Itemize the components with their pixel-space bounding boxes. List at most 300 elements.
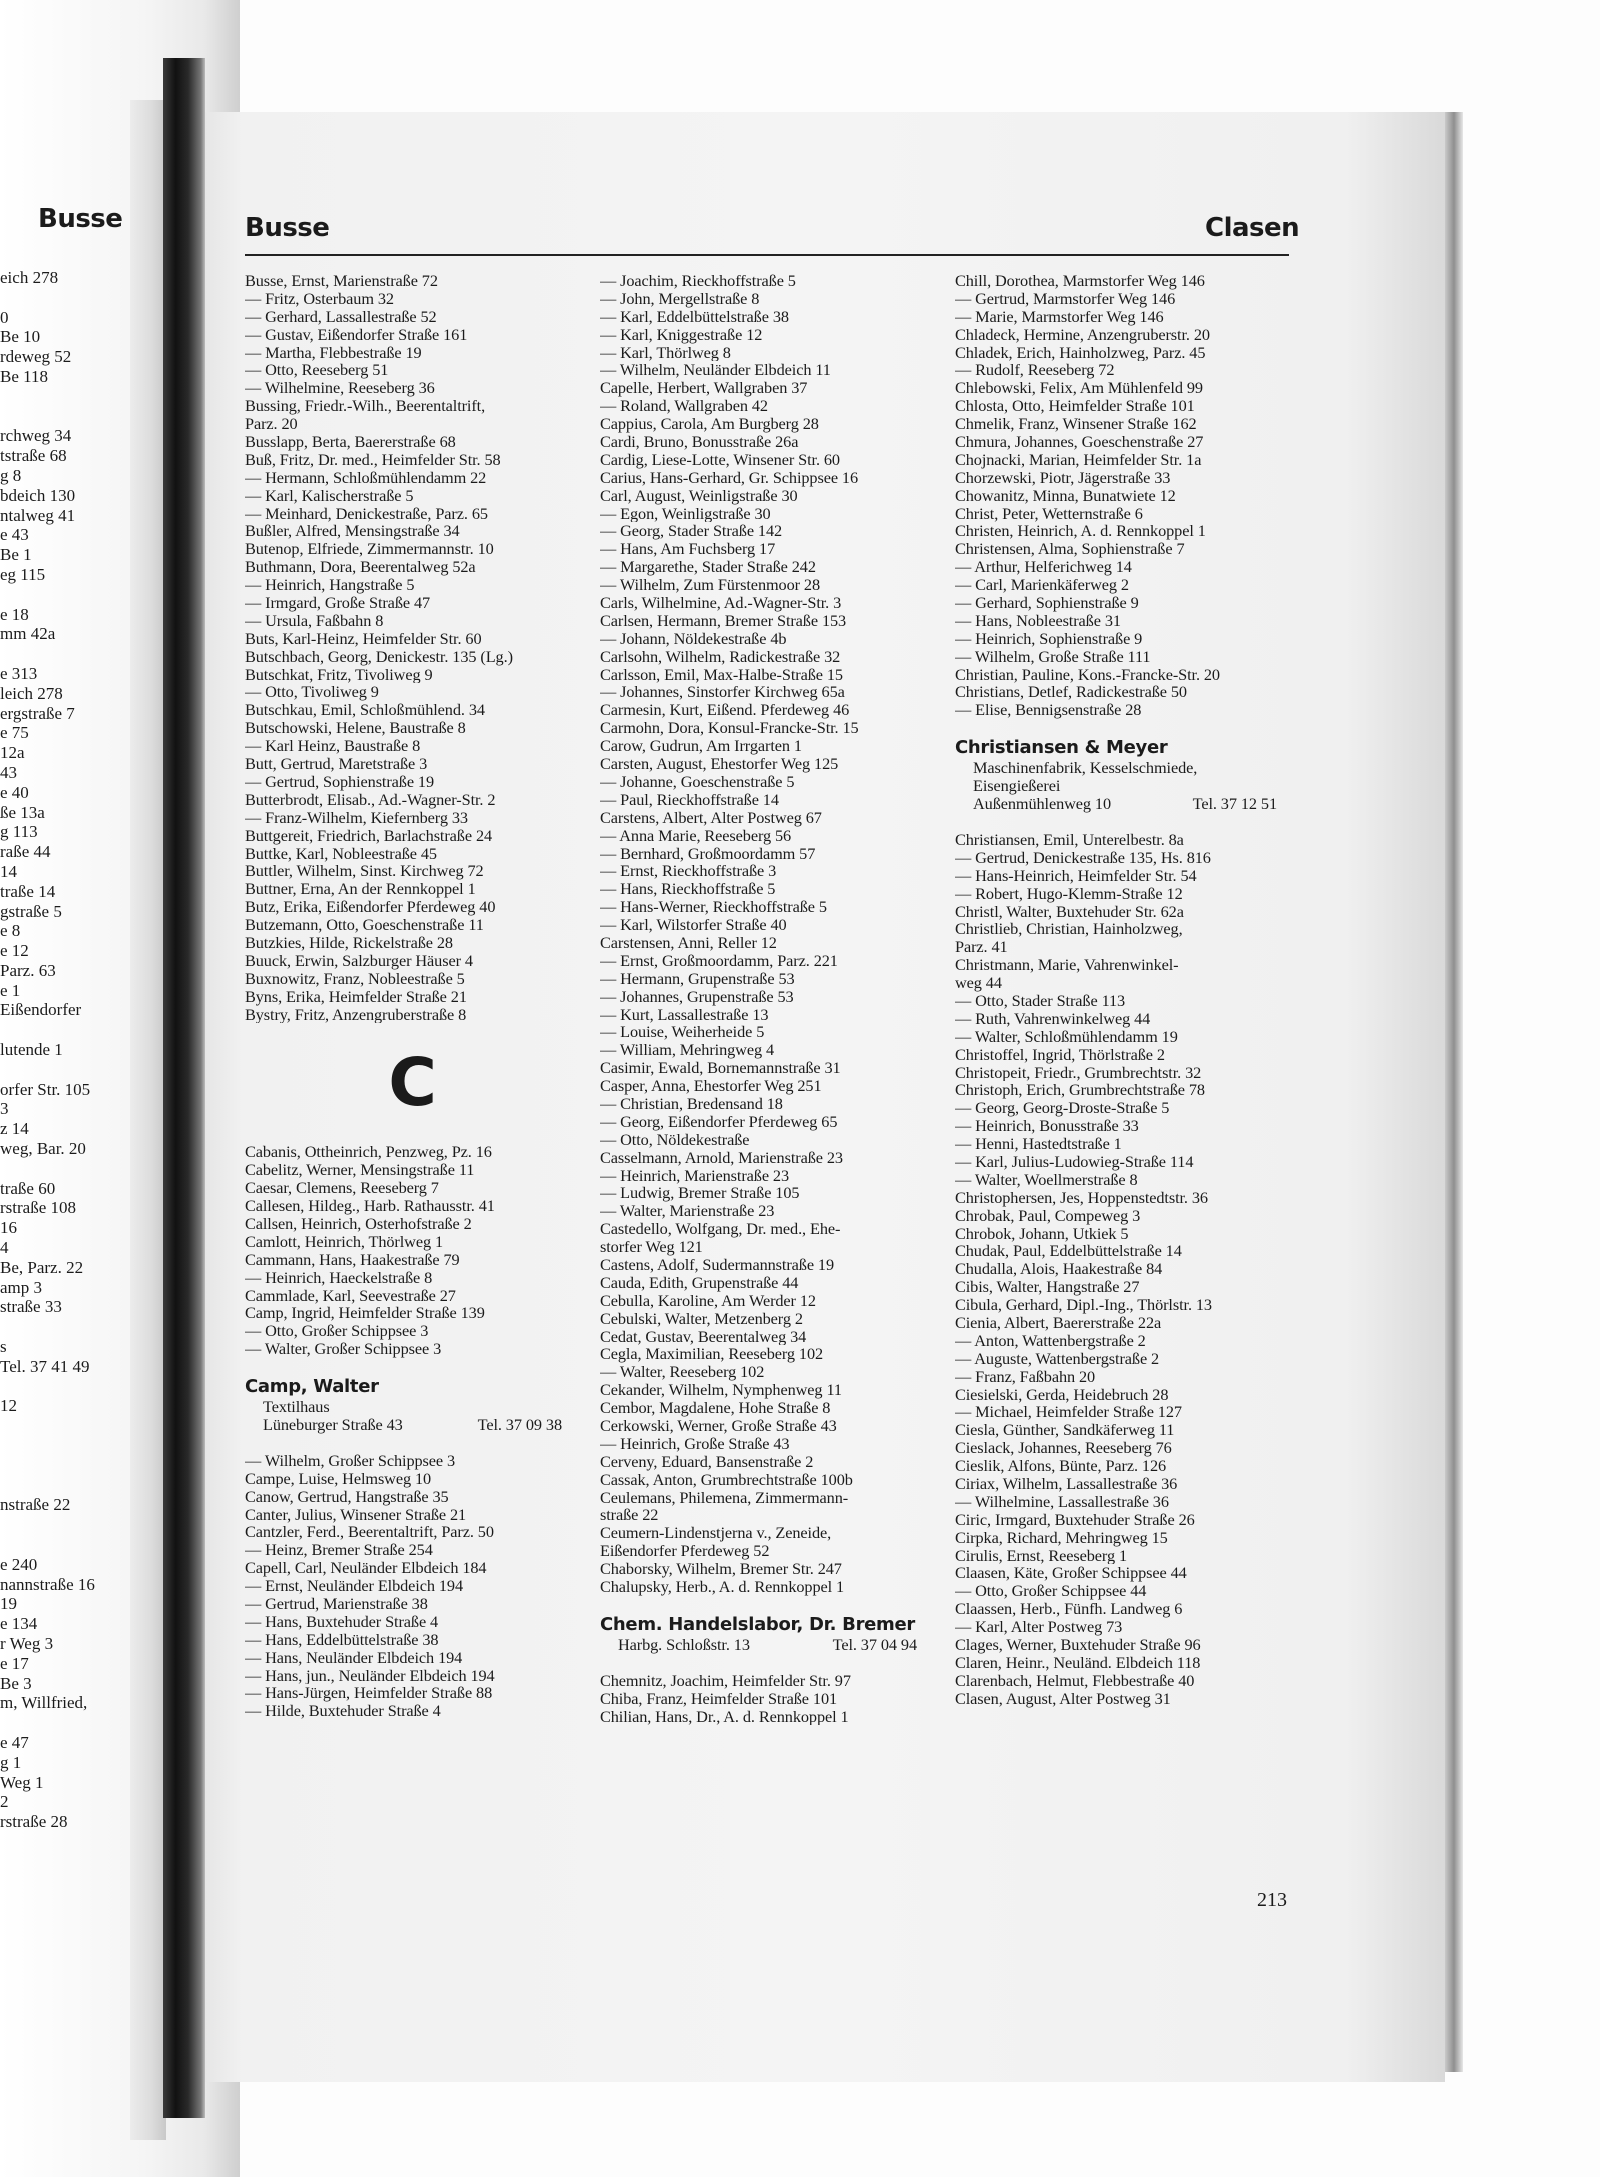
directory-entry: Butz, Erika, Eißendorfer Pferdeweg 40	[245, 898, 496, 917]
directory-entry: Chalupsky, Herb., A. d. Rennkoppel 1	[600, 1578, 845, 1596]
directory-entry: Buttke, Karl, Nobleestraße 45	[245, 844, 437, 863]
directory-entry: — Georg, Eißendorfer Pferdeweg 65	[600, 1112, 838, 1131]
directory-entry: — Henni, Hastedtstraße 1	[955, 1135, 1122, 1153]
directory-entry: Carlsohn, Wilhelm, Radickestraße 32	[600, 647, 841, 666]
left-page-line: Tel. 37 41 49	[0, 1356, 90, 1376]
directory-entry: — Carl, Marienkäferweg 2	[955, 576, 1129, 595]
directory-entry: — Paul, Rieckhoffstraße 14	[600, 790, 779, 809]
left-page-header: Busse	[38, 204, 123, 234]
directory-entry: — Wilhelm, Zum Fürstenmoor 28	[600, 576, 820, 595]
left-page-line	[0, 1060, 130, 1080]
directory-entry: Cardig, Liese-Lotte, Winsener Str. 60	[600, 450, 840, 469]
left-page-line: e 47	[0, 1732, 29, 1752]
directory-entry: Cembor, Magdalene, Hohe Straße 8	[600, 1399, 831, 1417]
directory-entry: — Johanne, Goeschenstraße 5	[600, 772, 795, 791]
directory-entry: — Heinrich, Sophienstraße 9	[955, 629, 1143, 648]
directory-entry: — Karl, Kalischerstraße 5	[245, 486, 414, 505]
directory-entry: Cebulski, Walter, Metzenberg 2	[600, 1309, 803, 1328]
left-page-line: tstraße 68	[0, 446, 67, 466]
advert-name: Chem. Handelslabor, Dr. Bremer	[600, 1613, 916, 1635]
directory-entry: — Karl, Eddelbüttelstraße 38	[600, 307, 789, 326]
left-page-line: e 18	[0, 604, 29, 624]
left-page-line: e 17	[0, 1653, 29, 1673]
directory-entry: — Walter, Marienstraße 23	[600, 1202, 775, 1221]
directory-entry: — Wilhelm, Große Straße 111	[955, 647, 1151, 666]
directory-entry: Cerkowski, Werner, Große Straße 43	[600, 1417, 837, 1435]
directory-entry: — Auguste, Wattenbergstraße 2	[955, 1349, 1160, 1368]
left-page-line: traße 14	[0, 881, 56, 901]
directory-entry: Cappius, Carola, Am Burgberg 28	[600, 415, 819, 434]
directory-entry: — Hans-Heinrich, Heimfelder Str. 54	[955, 866, 1197, 885]
directory-entry: Cauda, Edith, Grupenstraße 44	[600, 1273, 799, 1292]
directory-entry: Christmann, Marie, Vahrenwinkel-	[955, 956, 1179, 975]
directory-entry: Campe, Luise, Helmsweg 10	[245, 1469, 432, 1488]
advert-chem-handelslabor	[600, 1614, 935, 1654]
directory-entry: Bystry, Fritz, Anzengruberstraße 8	[245, 1005, 467, 1024]
directory-entry: — Hans-Jürgen, Heimfelder Straße 88	[245, 1684, 493, 1703]
left-page-line: rchweg 34	[0, 426, 72, 446]
directory-entry: — Fritz, Osterbaum 32	[245, 289, 394, 308]
directory-entry: — Christian, Bredensand 18	[600, 1094, 783, 1113]
directory-entry: — Otto, Tivoliweg 9	[245, 683, 379, 702]
column-2	[600, 272, 935, 1725]
directory-entry: Castedello, Wolfgang, Dr. med., Ehe-	[600, 1220, 841, 1239]
left-page-line: s	[0, 1337, 7, 1357]
directory-entry: Camp, Ingrid, Heimfelder Straße 139	[245, 1304, 485, 1323]
advert-phone: Tel. 37 09 38	[477, 1414, 562, 1434]
directory-entry: — Karl, Julius-Ludowieg-Straße 114	[955, 1152, 1194, 1171]
directory-entry: Claassen, Herb., Fünfh. Landweg 6	[955, 1600, 1183, 1619]
directory-entry: Buxnowitz, Franz, Nobleestraße 5	[245, 969, 465, 988]
left-page-line: Eißendorfer	[0, 1000, 82, 1020]
directory-entry: — Walter, Schloßmühlendamm 19	[955, 1027, 1178, 1046]
directory-entry: Carlsen, Hermann, Bremer Straße 153	[600, 611, 847, 630]
advert-line: Eisengießerei	[973, 776, 1061, 796]
left-page-line	[0, 644, 130, 664]
left-page-line: e 313	[0, 663, 38, 683]
directory-entry: Butschkat, Fritz, Tivoliweg 9	[245, 665, 433, 684]
directory-entry: Chladeck, Hermine, Anzengruberstr. 20	[955, 325, 1210, 344]
column-1	[245, 272, 580, 1720]
directory-entry: — Karl, Alter Postweg 73	[955, 1618, 1123, 1637]
book-gutter	[163, 58, 205, 2118]
left-page-line: raße 44	[0, 842, 51, 862]
directory-entry: Butenop, Elfriede, Zimmermannstr. 10	[245, 540, 494, 559]
entries-capell-chalupsky	[600, 272, 935, 1596]
spacer	[245, 1358, 580, 1376]
directory-entry: — Hermann, Grupenstraße 53	[600, 969, 795, 988]
directory-entry: Christopeit, Friedr., Grumbrechtstr. 32	[955, 1063, 1202, 1082]
directory-entry: — Gertrud, Marmstorfer Weg 146	[955, 289, 1176, 308]
advert-christiansen-meyer	[955, 737, 1295, 813]
left-page-line: e 1	[0, 980, 21, 1000]
left-page-line	[0, 387, 130, 407]
left-page-line: 2	[0, 1792, 9, 1812]
directory-entry: — Wilhelm, Großer Schippsee 3	[245, 1451, 456, 1470]
directory-entry: Claren, Heinr., Neuländ. Elbdeich 118	[955, 1653, 1201, 1672]
directory-entry: — Franz, Faßbahn 20	[955, 1367, 1096, 1386]
spacer	[955, 813, 1295, 831]
left-page-line: Be 10	[0, 327, 41, 347]
directory-entry: Cassak, Anton, Grumbrechtstraße 100b	[600, 1470, 853, 1489]
directory-entry: — Heinz, Bremer Straße 254	[245, 1541, 433, 1560]
header-right-word: Clasen	[1205, 213, 1300, 243]
directory-entry: Christ, Peter, Wetternstraße 6	[955, 504, 1143, 523]
directory-entry: Cirpka, Richard, Mehringweg 15	[955, 1528, 1168, 1547]
advert-phone: Tel. 37 04 94	[832, 1634, 917, 1654]
left-page-line: orfer Str. 105	[0, 1079, 91, 1099]
directory-entry: Cienia, Albert, Baererstraße 22a	[955, 1313, 1162, 1332]
left-page-line: rdeweg 52	[0, 347, 72, 367]
left-page-line: amp 3	[0, 1277, 43, 1297]
directory-entry: — Hilde, Buxtehuder Straße 4	[245, 1702, 441, 1721]
directory-entry: Christians, Detlef, Radickestraße 50	[955, 683, 1187, 702]
directory-entry: — Walter, Reeseberg 102	[600, 1363, 765, 1382]
directory-entry: Butschowski, Helene, Baustraße 8	[245, 719, 466, 738]
left-page-line: Be 1	[0, 545, 32, 565]
entries-busse-bystry	[245, 272, 580, 1023]
column-3	[955, 272, 1295, 1708]
directory-entry: Buttgereit, Friedrich, Barlachstraße 24	[245, 826, 493, 845]
directory-entry: — Hermann, Schloßmühlendamm 22	[245, 468, 487, 487]
directory-entry: Chmura, Johannes, Goeschenstraße 27	[955, 433, 1204, 451]
left-page-line: straße 33	[0, 1297, 62, 1317]
header-left-word: Busse	[245, 213, 330, 243]
directory-entry: — Gertrud, Marienstraße 38	[245, 1595, 428, 1613]
directory-entry: Ciesielski, Gerda, Heidebruch 28	[955, 1385, 1169, 1404]
left-page-line	[0, 1377, 130, 1397]
directory-entry: Chlosta, Otto, Heimfelder Straße 101	[955, 397, 1195, 416]
directory-entry: — Karl Heinz, Baustraße 8	[245, 737, 421, 756]
directory-entry: — Heinrich, Haeckelstraße 8	[245, 1268, 433, 1287]
directory-entry: Chlebowski, Felix, Am Mühlenfeld 99	[955, 379, 1203, 398]
advert-street: Harbg. Schloßstr. 13	[618, 1634, 750, 1654]
directory-entry: — Gertrud, Sophienstraße 19	[245, 772, 435, 791]
directory-entry: — Gertrud, Denickestraße 135, Hs. 816	[955, 848, 1211, 867]
directory-entry: Buuck, Erwin, Salzburger Häuser 4	[245, 951, 473, 970]
directory-entry: Cieslack, Johannes, Reeseberg 76	[955, 1439, 1172, 1458]
directory-entry: Christophersen, Jes, Hoppenstedtstr. 36	[955, 1188, 1208, 1207]
directory-entry: Chrobok, Johann, Utkiek 5	[955, 1224, 1129, 1243]
directory-entry: Carow, Gudrun, Am Irrgarten 1	[600, 737, 802, 756]
left-page-line	[0, 1713, 130, 1733]
directory-entry: Clarenbach, Helmut, Flebbestraße 40	[955, 1671, 1195, 1690]
directory-entry: — Heinrich, Große Straße 43	[600, 1434, 790, 1453]
directory-entry: Chrobak, Paul, Compeweg 3	[955, 1206, 1141, 1225]
directory-entry: Chudak, Paul, Eddelbüttelstraße 14	[955, 1242, 1182, 1261]
directory-entry: Caesar, Clemens, Reeseberg 7	[245, 1179, 439, 1198]
left-page-line: g 1	[0, 1752, 22, 1772]
directory-entry: — Johann, Nöldekestraße 4b	[600, 629, 787, 648]
directory-entry: weg 44	[955, 974, 1002, 992]
directory-entry: Chemnitz, Joachim, Heimfelder Str. 97	[600, 1671, 851, 1690]
gutter-shadow	[130, 100, 166, 2140]
directory-entry: Clasen, August, Alter Postweg 31	[955, 1689, 1171, 1708]
directory-entry: Byns, Erika, Heimfelder Straße 21	[245, 987, 467, 1006]
directory-entry: Cerveny, Eduard, Bansenstraße 2	[600, 1452, 814, 1471]
directory-entry: Cammann, Hans, Haakestraße 79	[245, 1250, 460, 1269]
directory-entry: — Wilhelmine, Lassallestraße 36	[955, 1492, 1169, 1511]
directory-entry: Capelle, Herbert, Wallgraben 37	[600, 379, 808, 398]
page-number: 213	[1257, 1889, 1287, 1911]
left-page-line: ße 13a	[0, 802, 45, 822]
directory-entry: Chowanitz, Minna, Bunatwiete 12	[955, 486, 1176, 505]
directory-entry: — Georg, Stader Straße 142	[600, 522, 783, 541]
directory-entry: — Karl, Wilstorfer Straße 40	[600, 916, 787, 934]
advert-camp-walter	[245, 1376, 580, 1434]
directory-entry: — Irmgard, Große Straße 47	[245, 594, 431, 612]
directory-entry: — Marie, Marmstorfer Weg 146	[955, 307, 1164, 326]
directory-entry: — Ernst, Neuländer Elbdeich 194	[245, 1577, 463, 1595]
left-page-line: e 134	[0, 1614, 38, 1634]
directory-entry: Clages, Werner, Buxtehuder Straße 96	[955, 1636, 1201, 1654]
directory-entry: Carmohn, Dora, Konsul-Francke-Str. 15	[600, 719, 859, 738]
directory-entry: Chudalla, Alois, Haakestraße 84	[955, 1260, 1163, 1279]
directory-entry: Christen, Heinrich, A. d. Rennkoppel 1	[955, 522, 1206, 541]
left-page-line: e 40	[0, 782, 29, 802]
left-page-line	[0, 407, 130, 427]
left-page-line: e 8	[0, 921, 21, 941]
directory-entry: Cibis, Walter, Hangstraße 27	[955, 1278, 1140, 1297]
directory-entry: — Otto, Nöldekestraße	[600, 1130, 750, 1149]
directory-entry: straße 22	[600, 1506, 659, 1525]
directory-entry: Cardi, Bruno, Bonusstraße 26a	[600, 433, 799, 451]
left-page-line: 43	[0, 762, 17, 782]
left-page-line: ntalweg 41	[0, 505, 76, 525]
directory-entry: Carlsson, Emil, Max-Halbe-Straße 15	[600, 665, 843, 684]
left-page-line	[0, 585, 130, 605]
advert-phone: Tel. 37 12 51	[1192, 794, 1277, 814]
left-page-line	[0, 1436, 130, 1456]
directory-entry: Chorzewski, Piotr, Jägerstraße 33	[955, 468, 1171, 487]
left-page-line: eich 278	[0, 268, 59, 287]
directory-entry: — Arthur, Helferichweg 14	[955, 558, 1132, 577]
directory-entry: — Hans-Werner, Rieckhoffstraße 5	[600, 898, 827, 917]
directory-entry: — Wilhelm, Neuländer Elbdeich 11	[600, 361, 831, 380]
directory-entry: — Egon, Weinligstraße 30	[600, 504, 771, 523]
directory-entry: Claasen, Käte, Großer Schippsee 44	[955, 1564, 1187, 1583]
entries-chemnitz-chilian	[600, 1672, 935, 1726]
entries-christiansen-clasen	[955, 831, 1295, 1708]
directory-entry: Castens, Adolf, Sudermannstraße 19	[600, 1255, 834, 1274]
directory-entry: — Gerhard, Lassallestraße 52	[245, 307, 437, 326]
directory-entry: Chojnacki, Marian, Heimfelder Str. 1a	[955, 450, 1202, 469]
left-page-line	[0, 1159, 130, 1179]
left-page-line: weg, Bar. 20	[0, 1139, 86, 1159]
left-page-line: Be 3	[0, 1673, 32, 1693]
left-page-line	[0, 288, 130, 308]
directory-entry: Callsen, Heinrich, Osterhofstraße 2	[245, 1214, 472, 1233]
directory-entry: Chmelik, Franz, Winsener Straße 162	[955, 415, 1197, 434]
left-page-line: m, Willfried,	[0, 1693, 88, 1713]
left-page-line: r Weg 3	[0, 1633, 54, 1653]
advert-line: Maschinenfabrik, Kesselschmiede,	[973, 758, 1198, 778]
directory-entry: — Hans, Neuländer Elbdeich 194	[245, 1648, 463, 1667]
directory-entry: Carsten, August, Ehestorfer Weg 125	[600, 755, 839, 773]
left-page-line	[0, 1416, 130, 1436]
entries-cabanis-camp	[245, 1143, 580, 1358]
advert-name: Camp, Walter	[245, 1376, 379, 1398]
directory-entry: Busse, Ernst, Marienstraße 72	[245, 272, 438, 290]
directory-entry: — Louise, Weiherheide 5	[600, 1023, 765, 1042]
directory-entry: — Heinrich, Hangstraße 5	[245, 576, 415, 595]
directory-entry: — Ruth, Vahrenwinkelweg 44	[955, 1009, 1151, 1028]
directory-entry: — Elise, Bennigsenstraße 28	[955, 701, 1142, 720]
left-page-line: g 8	[0, 465, 22, 485]
directory-entry: Cantzler, Ferd., Beerentaltrift, Parz. 50	[245, 1523, 494, 1542]
left-page-line: 0	[0, 307, 9, 327]
directory-entry: Ceumern-Lindenstjerna v., Zeneide,	[600, 1524, 832, 1543]
directory-entry: — Michael, Heimfelder Straße 127	[955, 1403, 1182, 1422]
directory-entry: — Ernst, Rieckhoffstraße 3	[600, 862, 777, 881]
left-page-line: 12	[0, 1396, 17, 1416]
directory-entry: — Otto, Großer Schippsee 44	[955, 1582, 1147, 1601]
directory-entry: Bußler, Alfred, Mensingstraße 34	[245, 522, 460, 541]
directory-entry: — Bernhard, Großmoordamm 57	[600, 844, 816, 863]
left-page-line: eg 115	[0, 564, 46, 584]
directory-entry: Casselmann, Arnold, Marienstraße 23	[600, 1148, 843, 1167]
directory-entry: — William, Mehringweg 4	[600, 1041, 775, 1060]
directory-entry: Carstens, Albert, Alter Postweg 67	[600, 808, 822, 827]
left-page-line: z 14	[0, 1119, 29, 1139]
left-page-line: Parz. 63	[0, 960, 56, 980]
left-page-line: bdeich 130	[0, 485, 76, 505]
directory-entry: — Roland, Wallgraben 42	[600, 397, 768, 416]
left-page-line: nstraße 22	[0, 1495, 71, 1515]
directory-entry: — Hans, jun., Neuländer Elbdeich 194	[245, 1666, 495, 1685]
directory-entry: Ciric, Irmgard, Buxtehuder Straße 26	[955, 1510, 1195, 1529]
left-page-line: gstraße 5	[0, 901, 62, 921]
directory-entry: Cieslik, Alfons, Bünte, Parz. 126	[955, 1457, 1167, 1475]
directory-entry: Camlott, Heinrich, Thörlweg 1	[245, 1232, 444, 1251]
left-page-line: e 43	[0, 525, 29, 545]
directory-entry: — Heinrich, Marienstraße 23	[600, 1166, 789, 1185]
directory-entry: Chill, Dorothea, Marmstorfer Weg 146	[955, 272, 1205, 290]
directory-entry: Buttler, Wilhelm, Sinst. Kirchweg 72	[245, 862, 484, 881]
directory-entry: Chilian, Hans, Dr., A. d. Rennkoppel 1	[600, 1707, 849, 1726]
directory-entry: Ciriax, Wilhelm, Lassallestraße 36	[955, 1475, 1178, 1493]
left-page-line	[0, 1515, 130, 1535]
left-page-line: Be 118	[0, 366, 49, 386]
left-page-line: 14	[0, 861, 17, 881]
directory-entry: Christiansen, Emil, Unterelbestr. 8a	[955, 830, 1184, 849]
directory-entry: Cirulis, Ernst, Reeseberg 1	[955, 1546, 1127, 1565]
left-page-line: e 75	[0, 723, 29, 743]
left-page-line: g 113	[0, 822, 38, 842]
directory-entry: Cekander, Wilhelm, Nymphenweg 11	[600, 1381, 842, 1400]
directory-entry: Christian, Pauline, Kons.-Francke-Str. 20	[955, 665, 1220, 684]
directory-entry: — Meinhard, Denickestraße, Parz. 65	[245, 504, 488, 523]
directory-entry: Chaborsky, Wilhelm, Bremer Str. 247	[600, 1560, 842, 1579]
directory-entry: — Walter, Großer Schippsee 3	[245, 1340, 442, 1359]
left-page-line: Be, Parz. 22	[0, 1257, 84, 1277]
directory-entry: — Ursula, Faßbahn 8	[245, 611, 384, 630]
advert-line: Textilhaus	[263, 1397, 330, 1417]
directory-entry: Chladek, Erich, Hainholzweg, Parz. 45	[955, 343, 1206, 362]
spacer	[955, 719, 1295, 737]
left-page-lines	[0, 268, 130, 1832]
directory-entry: — John, Mergellstraße 8	[600, 289, 760, 308]
directory-entry: Bussing, Friedr.-Wilh., Beerentaltrift,	[245, 397, 486, 416]
advert-street: Lüneburger Straße 43	[263, 1414, 403, 1434]
directory-entry: Carl, August, Weinligstraße 30	[600, 486, 798, 505]
page-edge	[1445, 112, 1463, 2072]
advert-address	[955, 795, 1295, 813]
directory-entry: — Kurt, Lassallestraße 13	[600, 1005, 769, 1024]
left-page-line: leich 278	[0, 683, 63, 703]
left-page-line: traße 60	[0, 1178, 56, 1198]
directory-entry: — Robert, Hugo-Klemm-Straße 12	[955, 884, 1183, 903]
directory-entry: Canter, Julius, Winsener Straße 21	[245, 1505, 467, 1524]
directory-entry: Capell, Carl, Neuländer Elbdeich 184	[245, 1559, 487, 1578]
directory-entry: Ceulemans, Philemena, Zimmermann-	[600, 1488, 849, 1507]
directory-entry: — Georg, Georg-Droste-Straße 5	[955, 1099, 1170, 1118]
directory-entry: Carmesin, Kurt, Eißend. Pferdeweg 46	[600, 701, 850, 720]
directory-entry: — Otto, Großer Schippsee 3	[245, 1322, 429, 1341]
directory-entry: Parz. 20	[245, 415, 298, 434]
directory-entry: Eißendorfer Pferdeweg 52	[600, 1542, 770, 1561]
left-page-line	[0, 1456, 130, 1476]
left-page-fragment	[0, 150, 130, 2050]
directory-entry: Busslapp, Berta, Baererstraße 68	[245, 433, 456, 451]
directory-entry: — Hans, Eddelbüttelstraße 38	[245, 1630, 439, 1649]
left-page-line: mm 42a	[0, 624, 56, 644]
left-page-line: 4	[0, 1238, 9, 1258]
left-page-line: lutende 1	[0, 1040, 63, 1060]
directory-entry: — Rudolf, Reeseberg 72	[955, 361, 1115, 380]
left-page-line	[0, 1020, 130, 1040]
left-page-line: Weg 1	[0, 1772, 44, 1792]
directory-entry: Butterbrodt, Elisab., Ad.-Wagner-Str. 2	[245, 790, 496, 809]
directory-entry: — Karl, Thörlweg 8	[600, 343, 731, 362]
directory-entry: Butzkies, Hilde, Rickelstraße 28	[245, 933, 453, 952]
advert-address	[245, 1416, 580, 1434]
spacer	[600, 1596, 935, 1614]
directory-entry: Butzemann, Otto, Goeschenstraße 11	[245, 916, 484, 934]
directory-entry: — Franz-Wilhelm, Kiefernberg 33	[245, 808, 468, 827]
directory-entry: Christoph, Erich, Grumbrechtstraße 78	[955, 1081, 1205, 1100]
directory-entry: Christensen, Alma, Sophienstraße 7	[955, 540, 1185, 559]
directory-entry: — Karl, Kniggestraße 12	[600, 325, 763, 344]
directory-entry: — Gerhard, Sophienstraße 9	[955, 594, 1139, 612]
entries-chill-christians	[955, 272, 1295, 719]
directory-entry: — Heinrich, Bonusstraße 33	[955, 1117, 1139, 1136]
advert-address	[600, 1636, 935, 1654]
directory-entry: — Otto, Reeseberg 51	[245, 361, 389, 380]
advert-name: Christiansen & Meyer	[955, 737, 1168, 759]
directory-entry: — Wilhelmine, Reeseberg 36	[245, 379, 435, 398]
directory-entry: Buß, Fritz, Dr. med., Heimfelder Str. 58	[245, 450, 501, 469]
directory-entry: Christoffel, Ingrid, Thörlstraße 2	[955, 1045, 1165, 1064]
header-rule	[245, 254, 1289, 256]
directory-entry: Cabelitz, Werner, Mensingstraße 11	[245, 1161, 475, 1180]
left-page-line: rstraße 108	[0, 1198, 77, 1218]
directory-entry: Christl, Walter, Buxtehuder Str. 62a	[955, 902, 1184, 921]
directory-entry: Parz. 41	[955, 938, 1008, 957]
directory-entry: Buthmann, Dora, Beerentalweg 52a	[245, 558, 476, 577]
left-page-line: 16	[0, 1218, 17, 1238]
directory-entry: Cedat, Gustav, Beerentalweg 34	[600, 1327, 807, 1346]
entries-camp-capell	[245, 1452, 580, 1720]
directory-entry: Casper, Anna, Ehestorfer Weg 251	[600, 1077, 822, 1095]
directory-entry: — Ludwig, Bremer Straße 105	[600, 1184, 800, 1203]
directory-entry: Butschkau, Emil, Schloßmühlend. 34	[245, 701, 485, 720]
directory-entry: Butt, Gertrud, Maretstraße 3	[245, 755, 428, 773]
directory-entry: Cabanis, Ottheinrich, Penzweg, Pz. 16	[245, 1143, 492, 1162]
directory-entry: Cammlade, Karl, Seevestraße 27	[245, 1286, 456, 1305]
advert-street: Außenmühlenweg 10	[973, 794, 1112, 814]
directory-entry: — Joachim, Rieckhoffstraße 5	[600, 272, 796, 290]
